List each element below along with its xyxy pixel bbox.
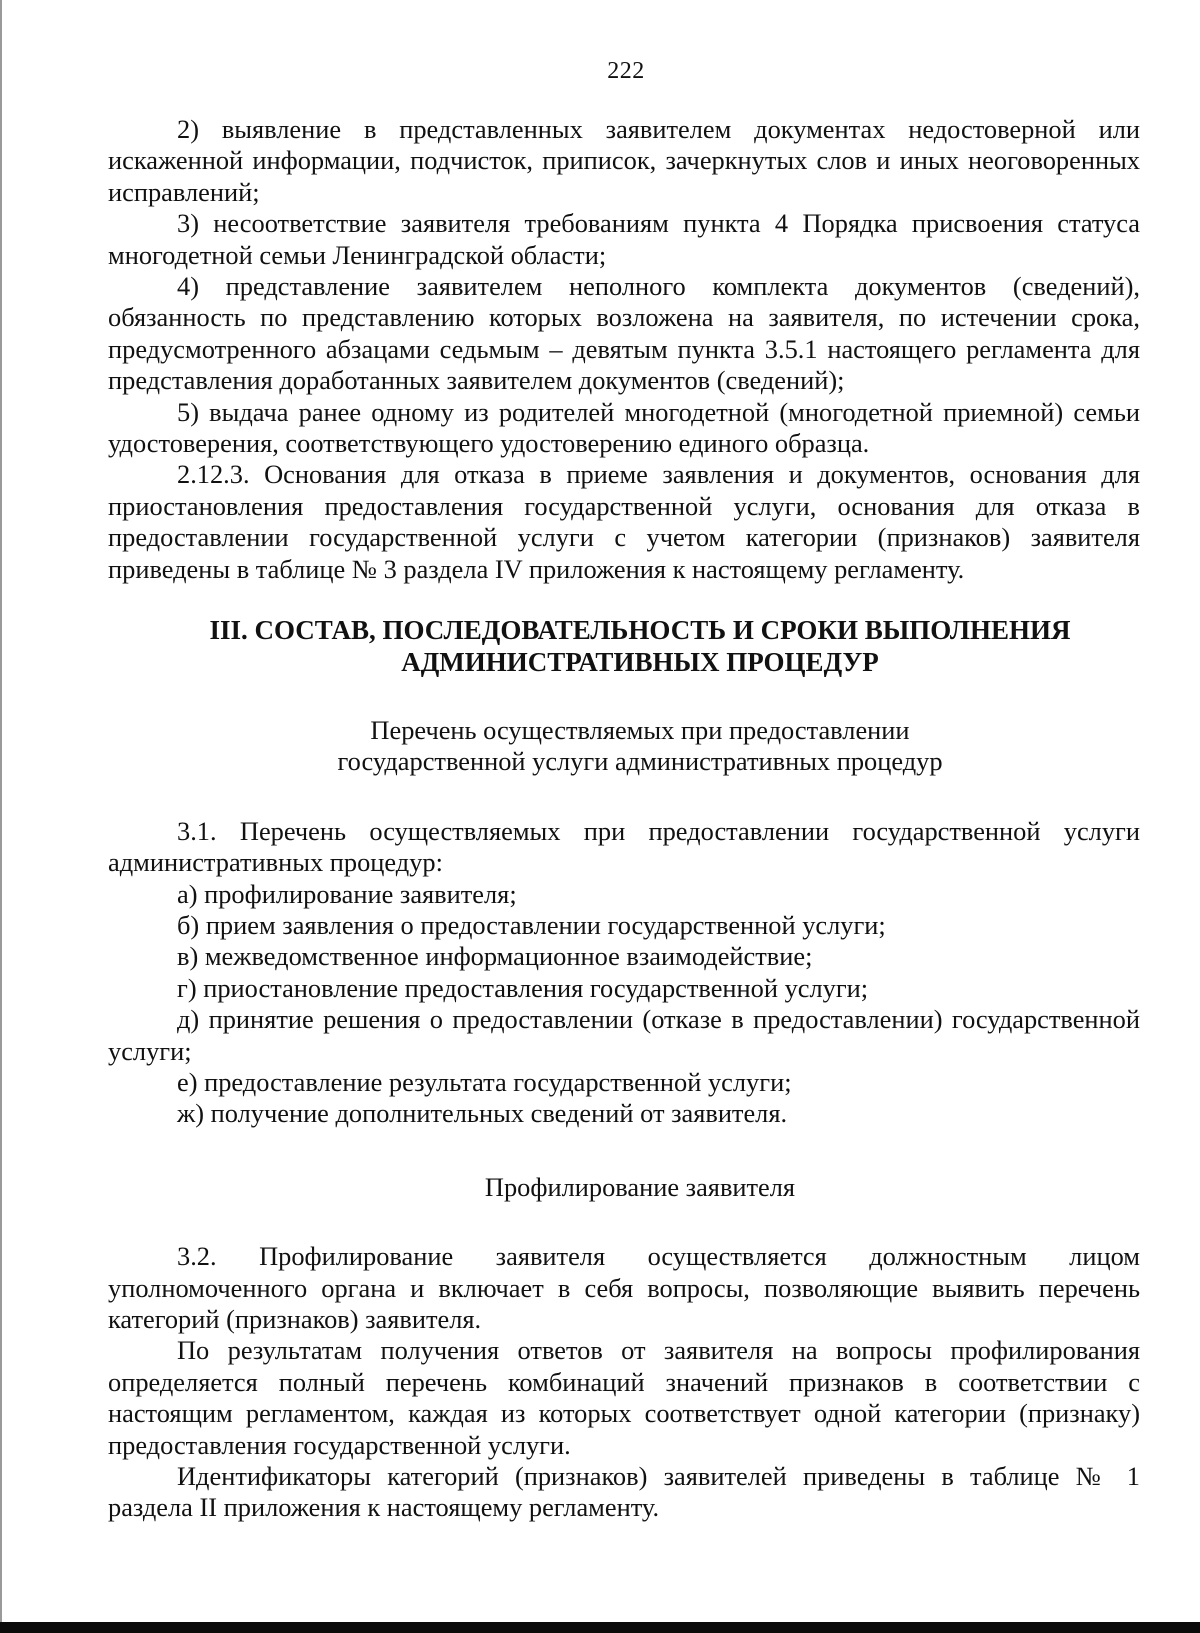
paragraph-2-12-3: 2.12.3. Основания для отказа в приеме заявления и документов, основания для приостановления предоставления государственной услуги, основания для отказа в предоставлении государственной услуги с учетом категории (признаков) заявителя приведены в таблице № 3 раздела IV приложения к настоящему регламенту.: [108, 459, 1140, 584]
procedure-item-e: е) предоставление результата государственной услуги;: [177, 1066, 792, 1097]
procedure-item-d: д) принятие решения о предоставлении (отказе в предоставлении) государственной услуги;: [108, 1004, 1140, 1066]
section-title-line-1: III. СОСТАВ, ПОСЛЕДОВАТЕЛЬНОСТЬ И СРОКИ ВЫПОЛНЕНИЯ: [209, 615, 1071, 646]
paragraph-profiling-results: По результатам получения ответов от заявителя на вопросы профилирования определяется полный перечень комбинаций значений признаков в соответствии с настоящим регламентом, каждая из которых соответствует одной категории (признаку) предоставления государственной услуги.: [108, 1335, 1140, 1460]
scan-bottom-border: [0, 1622, 1200, 1633]
paragraph-3-2: 3.2. Профилирование заявителя осуществляется должностным лицом уполномоченного органа и включает в себя вопросы, позволяющие выявить перечень категорий (признаков) заявителя.: [108, 1241, 1140, 1334]
section-title-line-2: АДМИНИСТРАТИВНЫХ ПРОЦЕДУР: [401, 646, 879, 677]
paragraph-item-2: 2) выявление в представленных заявителем документах недостоверной или искаженной информации, подчисток, приписок, зачеркнутых слов и иных неоговоренных исправлений;: [108, 114, 1140, 207]
section-title: [108, 615, 1140, 678]
page-number: 222: [607, 58, 645, 84]
procedure-item-zh: ж) получение дополнительных сведений от заявителя.: [177, 1098, 788, 1129]
procedure-item-a: а) профилирование заявителя;: [177, 878, 517, 909]
subheading-procedures-list: [108, 715, 1140, 778]
subheading-profiling: Профилирование заявителя: [484, 1171, 796, 1202]
paragraph-3-1: 3.1. Перечень осуществляемых при предоставлении государственной услуги административных процедур:: [108, 815, 1140, 878]
subheading-line-1: Перечень осуществляемых при предоставлении: [370, 714, 910, 745]
document-body: [108, 114, 1140, 1524]
paragraph-identifiers: Идентификаторы категорий (признаков) заявителей приведены в таблице № 1 раздела II приложения к настоящему регламенту.: [108, 1461, 1140, 1523]
paragraph-item-3: 3) несоответствие заявителя требованиям пункта 4 Порядка присвоения статуса многодетной семьи Ленинградской области;: [108, 208, 1140, 270]
procedure-item-v: в) межведомственное информационное взаимодействие;: [177, 941, 813, 972]
subheading-line-2: государственной услуги административных процедур: [337, 746, 943, 777]
procedure-item-g: г) приостановление предоставления государственной услуги;: [177, 972, 869, 1003]
paragraph-item-4: 4) представление заявителем неполного комплекта документов (сведений), обязанность по представлению которых возложена на заявителя, по истечении срока, предусмотренного абзацами седьмым – девятым пункта 3.5.1 настоящего регламента для представления доработанных заявителем документов (сведений);: [108, 271, 1140, 396]
procedure-item-b: б) прием заявления о предоставлении государственной услуги;: [177, 909, 886, 940]
paragraph-item-5: 5) выдача ранее одному из родителей многодетной (многодетной приемной) семьи удостоверения, соответствующего удостоверению единого образца.: [108, 396, 1140, 459]
scan-left-edge: [0, 0, 2, 1633]
